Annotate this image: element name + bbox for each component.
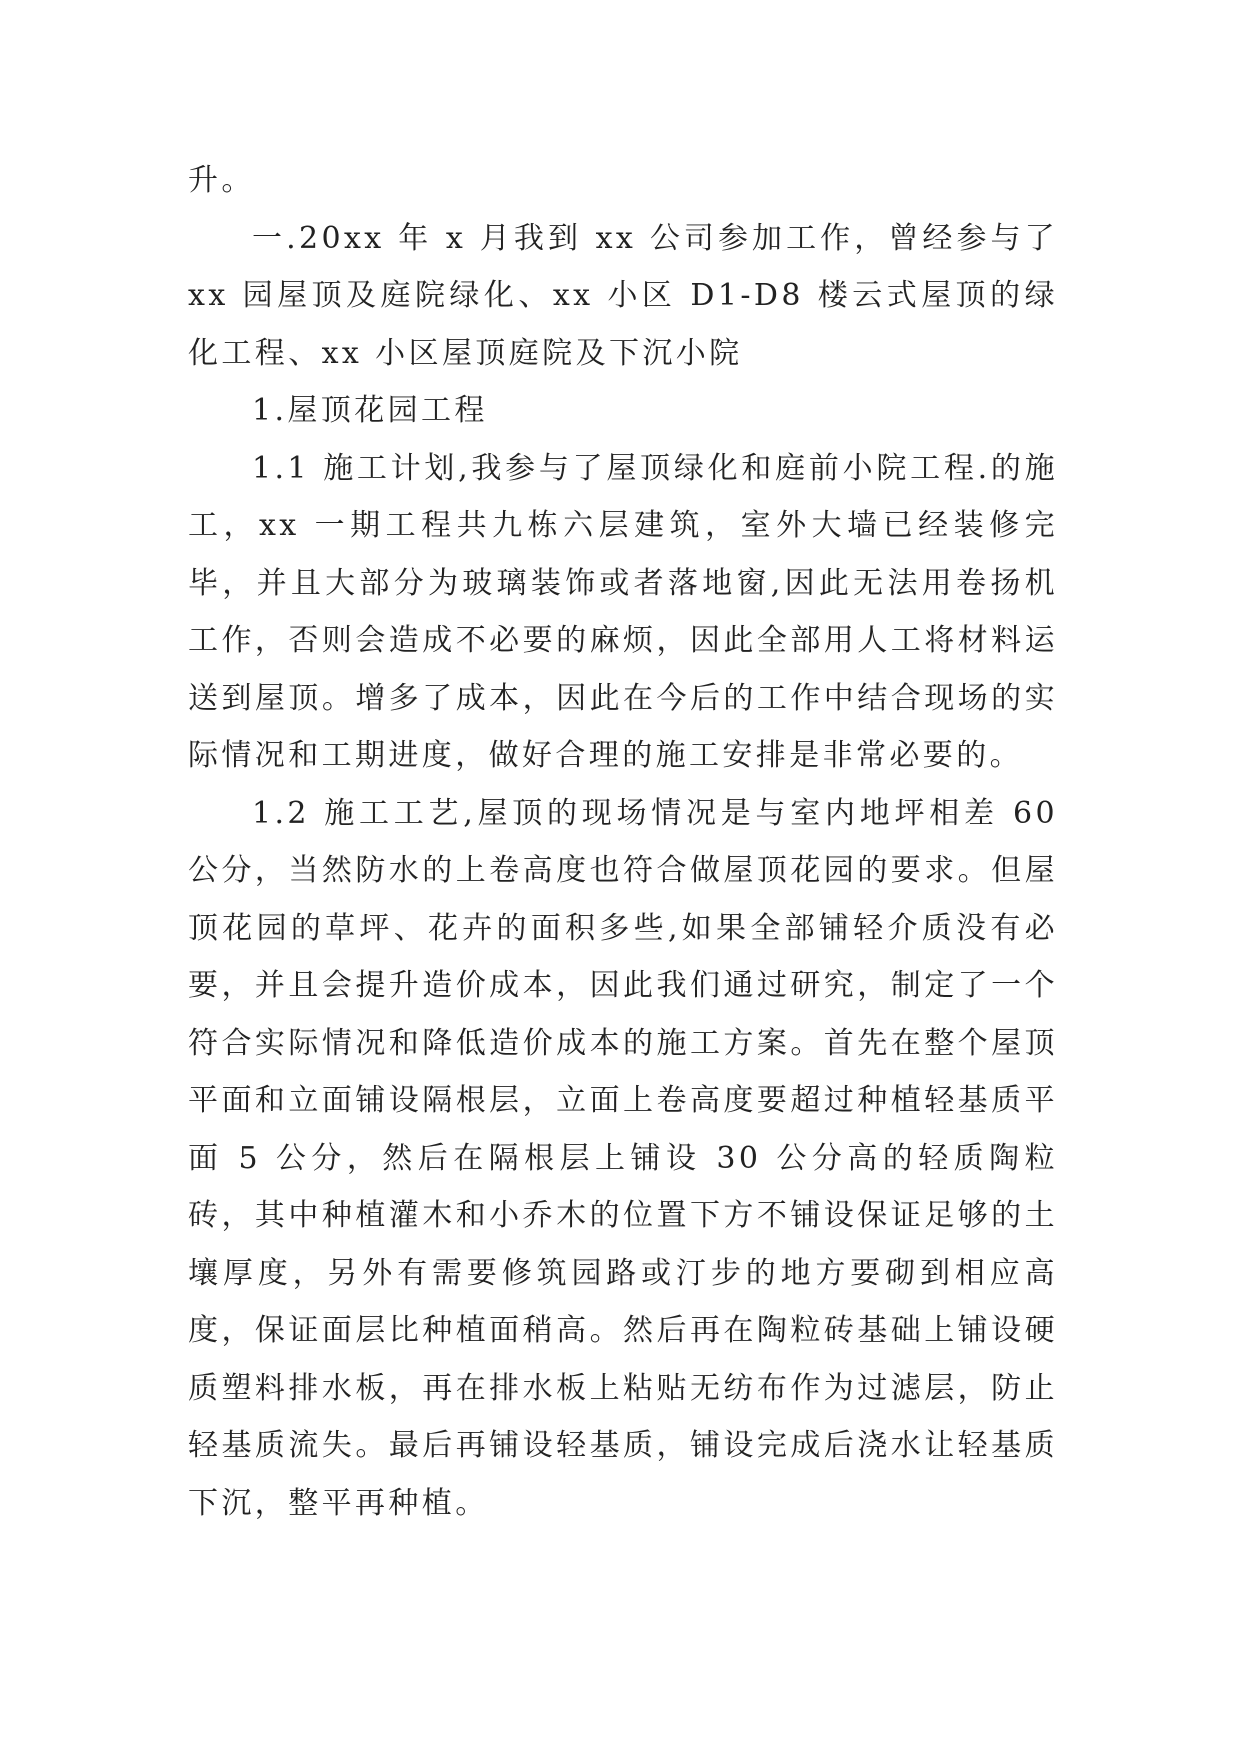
paragraph-construction-process: 1.2 施工工艺,屋顶的现场情况是与室内地坪相差 60 公分，当然防水的上卷高度也符合做屋顶花园的要求。但屋顶花园的草坪、花卉的面积多些,如果全部铺轻介质没有必要，并且会提升造价成本，因此我们通过研究，制定了一个符合实际情况和降低造价成本的施工方案。首先在整个屋顶平面和立面铺设隔根层，立面上卷高度要超过种植轻基质平面 5 公分，然后在隔根层上铺设 30 公分高的轻质陶粒砖，其中种植灌木和小乔木的位置下方不铺设保证足够的土壤厚度，另外有需要修筑园路或汀步的地方要砌到相应高度，保证面层比种植面稍高。然后再在陶粒砖基础上铺设硬质塑料排水板，再在排水板上粘贴无纺布作为过滤层，防止轻基质流失。最后再铺设轻基质，铺设完成后浇水让轻基质下沉，整平再种植。 bbox=[188, 795, 1058, 1521]
paragraph-continuation: 升。 bbox=[188, 163, 255, 198]
section-heading-roof-garden: 1.屋顶花园工程 bbox=[252, 393, 488, 428]
paragraph-intro: 一.20xx 年 x 月我到 xx 公司参加工作，曾经参与了 xx 园屋顶及庭院绿化、xx 小区 D1-D8 楼云式屋顶的绿化工程、xx 小区屋顶庭院及下沉小院 bbox=[188, 220, 1058, 371]
paragraph-construction-plan: 1.1 施工计划,我参与了屋顶绿化和庭前小院工程.的施工，xx 一期工程共九栋六层建筑，室外大墙已经装修完毕，并且大部分为玻璃装饰或者落地窗,因此无法用卷扬机工作，否则会造成不必要的麻烦，因此全部用人工将材料运送到屋顶。增多了成本，因此在今后的工作中结合现场的实际情况和工期进度，做好合理的施工安排是非常必要的。 bbox=[188, 450, 1058, 773]
document-body bbox=[188, 152, 1058, 1532]
